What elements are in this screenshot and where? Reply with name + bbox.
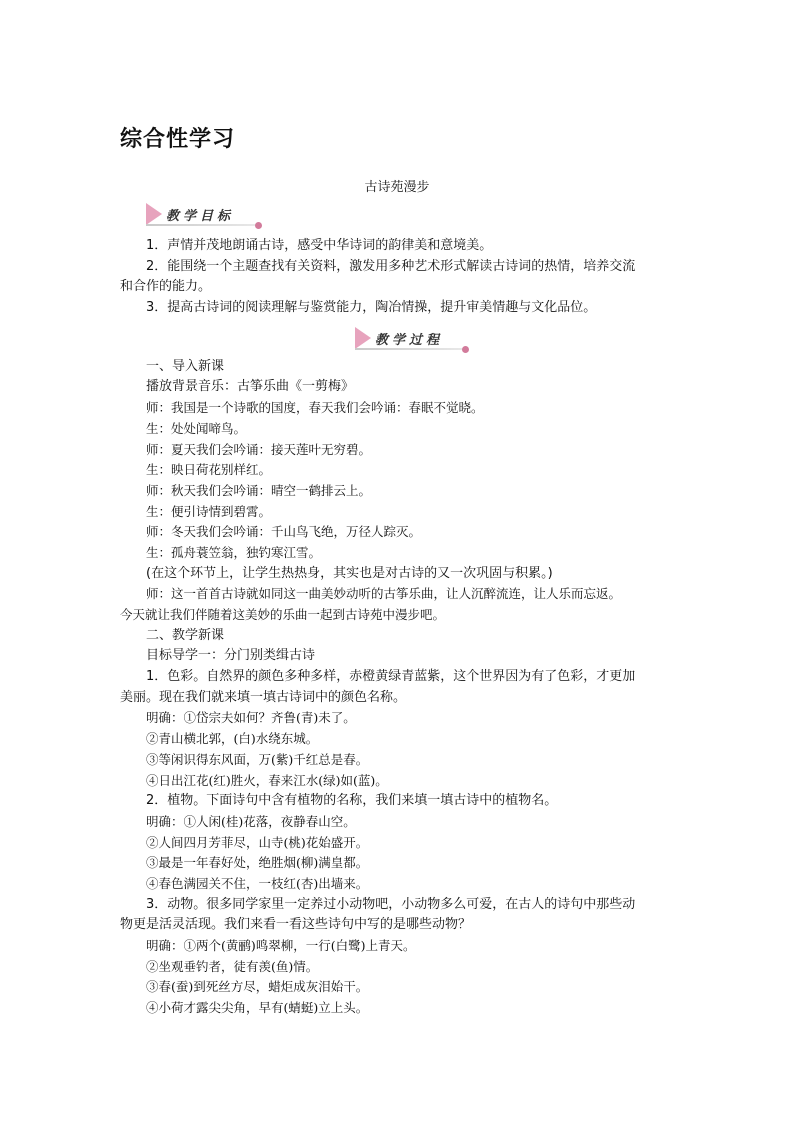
text-line: 2．能围绕一个主题查找有关资料，激发用多种艺术形式解读古诗词的热情，培养交流	[146, 258, 636, 274]
dialogue-line: 生：处处闻啼鸟。	[146, 420, 247, 436]
dialogue-line: 生：孤舟蓑笠翁，独钓寒江雪。	[146, 544, 322, 560]
answer-line: ④日出江花(红)胜火，春来江水(绿)如(蓝)。	[146, 772, 388, 788]
badge-dot-icon	[255, 222, 262, 229]
badge-dot-icon	[462, 346, 469, 353]
text-line: 2．植物。下面诗句中含有植物的名称，我们来填一填古诗中的植物名。	[146, 793, 558, 809]
body-text	[120, 236, 676, 1019]
text-line: 3．动物。很多同学家里一定养过小动物吧，小动物多么可爱，在古人的诗句中那些动	[146, 896, 636, 912]
dialogue-line: 师：夏天我们会吟诵：接天莲叶无穷碧。	[146, 441, 372, 457]
badge-underline	[146, 224, 256, 226]
lesson-subtitle: 古诗苑漫步	[364, 180, 430, 195]
badge-marker-icon	[355, 327, 371, 349]
dialogue-line: 师：秋天我们会吟诵：晴空一鹤排云上。	[146, 482, 372, 498]
answer-line: ③最是一年春好处，绝胜烟(柳)满皇都。	[146, 855, 369, 871]
badge-marker-icon	[146, 203, 162, 225]
text-line: 3．提高古诗词的阅读理解与鉴赏能力，陶冶情操，提升审美情趣与文化品位。	[146, 300, 597, 316]
answer-line: ③等闲识得东风面，万(紫)千红总是春。	[146, 751, 369, 767]
answer-line: ④小荷才露尖尖角，早有(蜻蜓)立上头。	[146, 1000, 369, 1016]
badge-label: 教学过程	[375, 332, 444, 348]
dialogue-line: 师：这一首首古诗就如同这一曲美妙动听的古筝乐曲，让人沉醉流连，让人乐而忘返。	[146, 586, 622, 602]
answer-line: ③春(蚕)到死丝方尽，蜡炬成灰泪始干。	[146, 979, 369, 995]
text-line: 二、教学新课	[146, 627, 225, 643]
answer-line: ②青山横北郭，(白)水绕东城。	[146, 731, 319, 747]
badge-label: 教学目标	[166, 208, 235, 224]
text-line: 和合作的能力。	[120, 279, 212, 295]
dialogue-line: 今天就让我们伴随着这美妙的乐曲一起到古诗苑中漫步吧。	[120, 607, 446, 622]
text-line: 美丽。现在我们就来填一填古诗词中的颜色名称。	[120, 689, 407, 705]
answer-line: 明确：①两个(黄鹂)鸣翠柳，一行(白鹭)上青天。	[146, 938, 416, 953]
text-line: 1．色彩。自然界的颜色多种多样，赤橙黄绿青蓝紫，这个世界因为有了色彩，才更加	[146, 669, 636, 685]
text-line: 播放背景音乐：古筝乐曲《一剪梅》	[146, 379, 355, 395]
answer-line: 明确：①岱宗夫如何？齐鲁(青)未了。	[146, 710, 356, 726]
dialogue-line: 生：便引诗情到碧霄。	[146, 503, 272, 519]
text-line: (在这个环节上，让学生热热身，其实也是对古诗的又一次巩固与积累。)	[146, 565, 553, 581]
text-line: 物更是活灵活现。我们来看一看这些诗句中写的是哪些动物？	[120, 917, 472, 933]
answer-line: 明确：①人闲(桂)花落，夜静春山空。	[146, 813, 356, 829]
text-line: 目标导学一：分门别类缉古诗	[146, 648, 316, 664]
text-line: 一、导入新课	[146, 358, 225, 374]
answer-line: ②人间四月芳菲尽，山寺(桃)花始盛开。	[146, 834, 369, 850]
section-badge-goals	[146, 203, 256, 225]
dialogue-line: 生：映日荷花别样红。	[146, 462, 272, 478]
text-line: 1．声情并茂地朗诵古诗，感受中华诗词的韵律美和意境美。	[146, 238, 493, 253]
dialogue-line: 师：我国是一个诗歌的国度，春天我们会吟诵：春眠不觉晓。	[146, 400, 484, 416]
answer-line: ②坐观垂钓者，徒有羡(鱼)情。	[146, 958, 319, 974]
answer-line: ④春色满园关不住，一枝红(杏)出墙来。	[146, 875, 369, 891]
section-badge-process	[355, 327, 463, 349]
badge-underline	[355, 348, 463, 350]
dialogue-line: 师：冬天我们会吟诵：千山鸟飞绝，万径人踪灭。	[146, 524, 422, 540]
page-title: 综合性学习	[120, 127, 236, 152]
